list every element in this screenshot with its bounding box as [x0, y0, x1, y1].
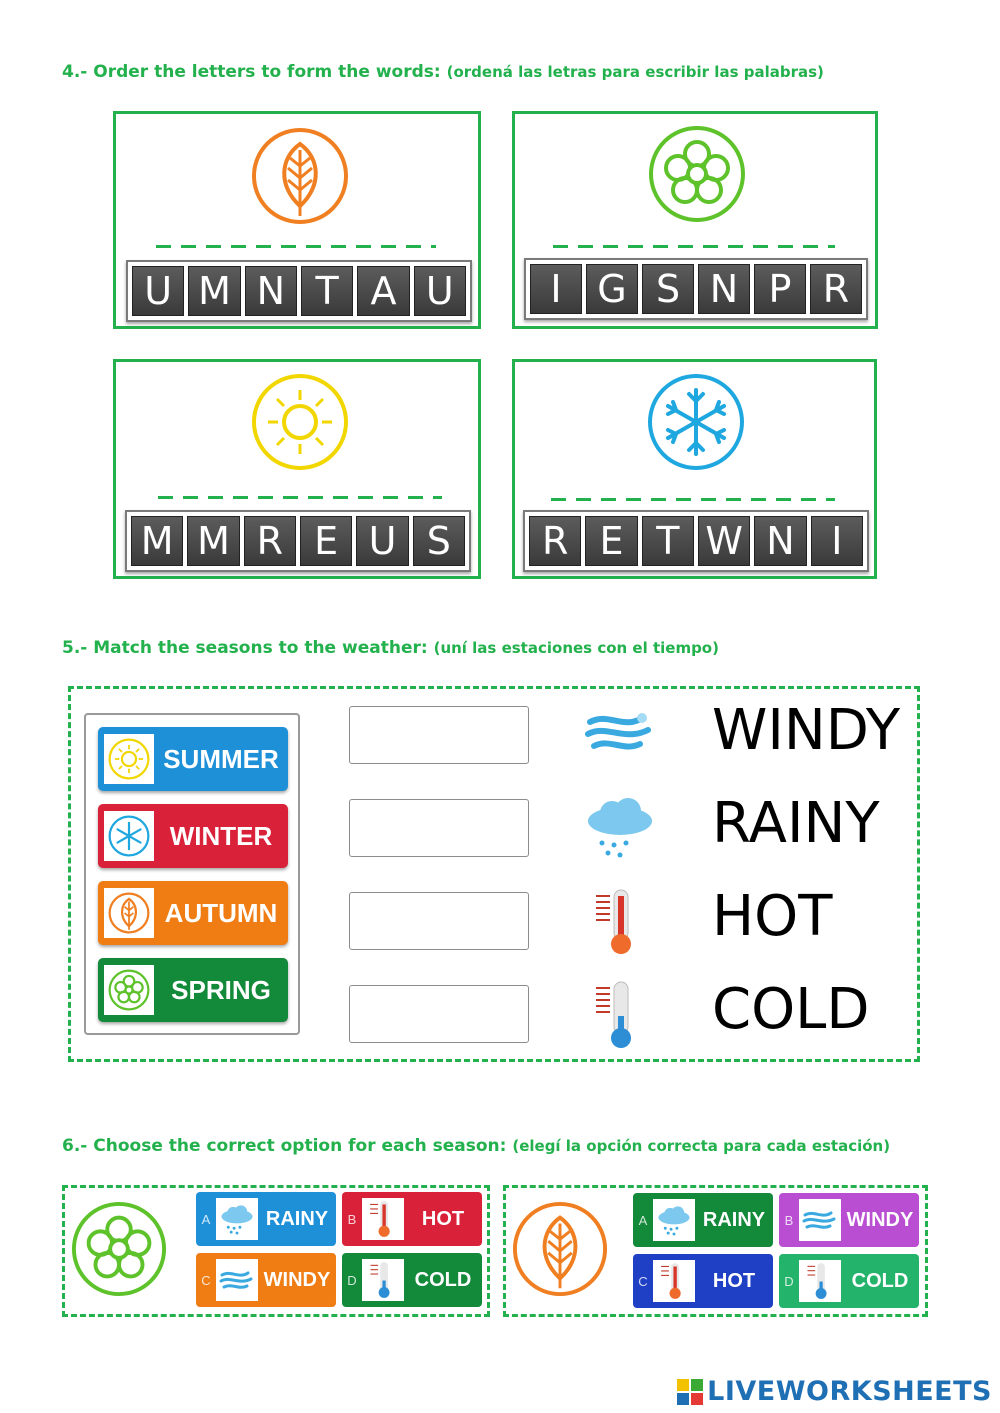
season-card-spring[interactable]	[98, 958, 288, 1022]
answer-drop-box[interactable]	[349, 799, 529, 857]
brand-name: LIVEWORKSHEETS	[707, 1376, 992, 1407]
weather-word-windy: WINDY	[712, 698, 901, 763]
option-label: HOT	[712, 1269, 756, 1292]
weather-word-cold: COLD	[712, 977, 870, 1042]
option-a-button[interactable]	[196, 1192, 336, 1246]
letter-tile[interactable]: M	[187, 516, 239, 566]
sun-icon	[250, 372, 350, 472]
thermometer-cold-icon	[362, 1259, 404, 1301]
answer-drop-box[interactable]	[349, 892, 529, 950]
section6-subtitle: (elegí la opción correcta para cada estación)	[512, 1137, 891, 1155]
scramble-card-summer	[113, 359, 481, 579]
leaf-icon	[511, 1200, 609, 1298]
option-letter: A	[201, 1211, 211, 1227]
answer-blanks[interactable]	[551, 498, 835, 501]
letter-tile[interactable]: T	[642, 516, 694, 566]
option-d-button[interactable]	[342, 1253, 482, 1307]
option-label: RAINY	[265, 1207, 329, 1230]
season-card-winter[interactable]	[98, 804, 288, 868]
option-label: WINDY	[846, 1208, 914, 1231]
option-letter: B	[784, 1212, 794, 1228]
letter-tile[interactable]: R	[529, 516, 581, 566]
section5-subtitle: (uní las estaciones con el tiempo)	[433, 639, 719, 657]
letter-tile[interactable]: R	[810, 264, 862, 314]
letter-tile[interactable]: I	[811, 516, 863, 566]
letter-tile[interactable]: I	[530, 264, 582, 314]
option-label: COLD	[414, 1268, 472, 1291]
letter-tile[interactable]: N	[245, 266, 297, 316]
scramble-card-winter	[512, 359, 877, 579]
letter-tile[interactable]: M	[188, 266, 240, 316]
option-label: HOT	[421, 1207, 465, 1230]
letter-tiles	[126, 260, 472, 322]
section6-heading	[62, 1136, 890, 1156]
option-label: COLD	[851, 1269, 909, 1292]
section4-subtitle: (ordená las letras para escribir las palabras)	[446, 63, 824, 81]
section6-title: 6.- Choose the correct option for each season:	[62, 1136, 507, 1156]
flower-icon	[70, 1200, 168, 1298]
option-letter: D	[784, 1273, 794, 1289]
letter-tile[interactable]: A	[357, 266, 409, 316]
option-d-button[interactable]	[779, 1254, 919, 1308]
season-card-autumn[interactable]	[98, 881, 288, 945]
season-card-summer[interactable]	[98, 727, 288, 791]
thermometer-hot-icon	[362, 1198, 404, 1240]
snowflake-icon	[646, 372, 746, 472]
scramble-card-spring	[512, 111, 878, 329]
letter-tile[interactable]: S	[642, 264, 694, 314]
option-letter: C	[638, 1273, 648, 1289]
answer-blanks[interactable]	[553, 245, 835, 248]
scramble-card-autumn	[113, 111, 481, 329]
flower-icon	[104, 965, 154, 1015]
liveworksheets-logo	[677, 1376, 992, 1407]
letter-tile[interactable]: U	[414, 266, 466, 316]
thermometer-cold-icon	[594, 980, 644, 1050]
weather-word-hot: HOT	[712, 884, 833, 949]
option-a-button[interactable]	[633, 1193, 773, 1247]
section5-title: 5.- Match the seasons to the weather:	[62, 638, 428, 658]
season-label: SUMMER	[163, 743, 279, 774]
wind-icon	[216, 1259, 258, 1301]
letter-tile[interactable]: N	[698, 264, 750, 314]
option-b-button[interactable]	[342, 1192, 482, 1246]
wind-icon	[584, 706, 656, 758]
season-label: SPRING	[171, 974, 271, 1005]
leaf-icon	[250, 126, 350, 226]
letter-tile[interactable]: R	[244, 516, 296, 566]
letter-tile[interactable]: T	[301, 266, 353, 316]
rain-cloud-icon	[653, 1199, 695, 1241]
letter-tile[interactable]: N	[754, 516, 806, 566]
season-word-bank	[84, 713, 300, 1035]
snowflake-icon	[104, 811, 154, 861]
weather-word-rainy: RAINY	[712, 791, 880, 856]
letter-tiles	[125, 510, 471, 572]
rain-cloud-icon	[584, 793, 656, 859]
thermometer-hot-icon	[653, 1260, 695, 1302]
option-label: WINDY	[263, 1268, 331, 1291]
sun-icon	[104, 734, 154, 784]
letter-tile[interactable]: W	[698, 516, 750, 566]
letter-tile[interactable]: M	[131, 516, 183, 566]
option-letter: C	[201, 1272, 211, 1288]
option-letter: B	[347, 1211, 357, 1227]
letter-tile[interactable]: P	[754, 264, 806, 314]
leaf-icon	[104, 888, 154, 938]
answer-drop-box[interactable]	[349, 985, 529, 1043]
season-label: AUTUMN	[164, 897, 278, 928]
option-c-button[interactable]	[196, 1253, 336, 1307]
option-letter: D	[347, 1272, 357, 1288]
letter-tile[interactable]: S	[413, 516, 465, 566]
letter-tile[interactable]: E	[300, 516, 352, 566]
option-label: RAINY	[702, 1208, 766, 1231]
flower-icon	[647, 124, 747, 224]
letter-tiles	[524, 258, 868, 320]
thermometer-hot-icon	[594, 888, 644, 956]
season-label: WINTER	[169, 820, 273, 851]
logo-blocks-icon	[677, 1379, 703, 1405]
option-b-button[interactable]	[779, 1193, 919, 1247]
wind-icon	[799, 1199, 841, 1241]
option-letter: A	[638, 1212, 648, 1228]
answer-drop-box[interactable]	[349, 706, 529, 764]
letter-tile[interactable]: U	[356, 516, 408, 566]
option-c-button[interactable]	[633, 1254, 773, 1308]
letter-tiles	[523, 510, 869, 572]
section4-title: 4.- Order the letters to form the words:	[62, 62, 441, 82]
thermometer-cold-icon	[799, 1260, 841, 1302]
letter-tile[interactable]: E	[585, 516, 637, 566]
section4-heading	[62, 62, 824, 82]
letter-tile[interactable]: G	[586, 264, 638, 314]
rain-cloud-icon	[216, 1198, 258, 1240]
answer-blanks[interactable]	[156, 245, 436, 248]
letter-tile[interactable]: U	[132, 266, 184, 316]
section5-heading	[62, 638, 719, 658]
answer-blanks[interactable]	[158, 496, 442, 499]
